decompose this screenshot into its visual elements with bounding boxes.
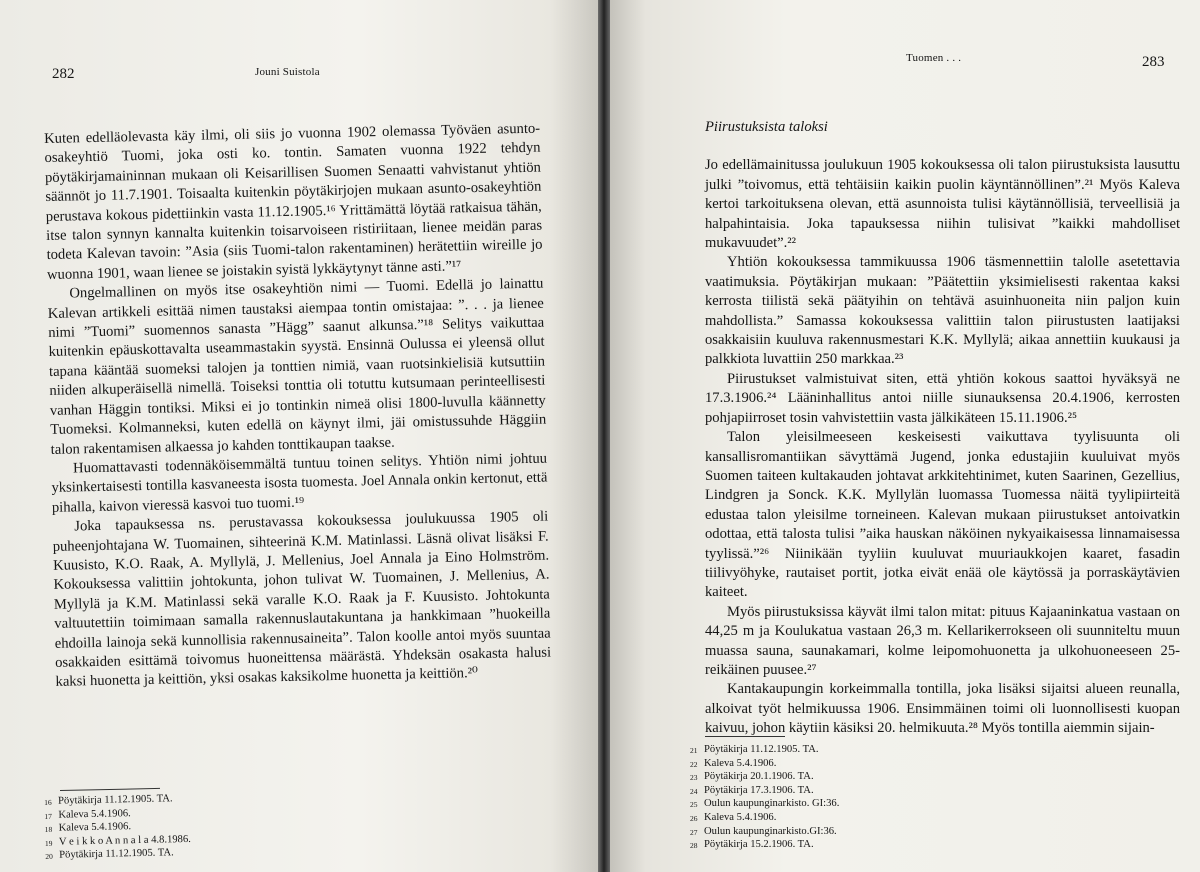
footnote-text: Pöytäkirja 15.2.1906. TA. xyxy=(704,839,814,851)
footnote-text: Kaleva 5.4.1906. xyxy=(58,807,131,821)
footnote-text: Oulun kaupunginarkisto.GI:36. xyxy=(704,825,837,837)
paragraph: Myös piirustuksissa käyvät ilmi talon mitat: pituus Kajaaninkatua vastaan on 44,25 m ja Koulukatua vastaan 26,3 m. Kellarikerrokseen oli suunniteltu muun muassa sauna, saunakamari, kolme leipomohuonetta ja ulkohuoneeseen 25-reikäinen puusee.²⁷ xyxy=(705,603,1180,678)
right-page-number: 283 xyxy=(1142,54,1165,70)
left-body-text xyxy=(44,120,552,693)
paragraph: Talon yleisilmeeseen keskeisesti vaikuttava tyylisuunta oli kansallisromantiikan sävyttämä Jugend, jonka edustajiin kuuluivat myös Suomen taiteen kultakauden johtavat arkkitehtinimet, kuten Saarinen, Gezellius, Lindgren ja Sonck. K.K. Myllylän luomassa Tuomessa näitä tyylipiirteitä edustaa talon yleisilme torneineen. Kalevan mukaan piirustukset antoivatkin odottaa, että talosta tulisi ”aika hauskan näköinen nykyaikaisessa linnamaisessa tyylissä.”²⁶ Niinikään tyyliin kuuluvat muuriaukkojen kaaret, fasadin tiilivyöhyke, rautaiset portit, jotka eivät enää ole käytössä ja porraskäytävien kaiteet. xyxy=(705,429,1180,601)
footnote-number: 17 xyxy=(44,811,53,821)
footnote-text: Pöytäkirja 11.12.1905. TA. xyxy=(704,744,819,755)
footnote-number: 19 xyxy=(44,838,53,848)
footnote xyxy=(690,785,990,799)
footnote-number: 28 xyxy=(690,841,698,851)
right-footnotes xyxy=(690,744,990,853)
right-page xyxy=(610,0,1200,872)
left-footnotes xyxy=(44,790,345,864)
footnote xyxy=(690,798,990,812)
paragraph: Ongelmallinen on myös itse osakeyhtiön nimi — Tuomi. Edellä jo lainattu Kalevan artikkeli esittää nimen taustaksi aiempaa tontin omistajaa: ”. . . ja lienee nimi ”Tuomi” suomennos sanasta ”Hägg” saanut alkunsa.”¹⁸ Selitys vaikuttaa kuitenkin epäuskottavalta useammastakin syystä. Ensinnä Oulussa ei yleensä ollut tapana kääntää suomeksi talojen ja tonttien nimiä, vaan ruotsinkielisiä kutsuttiin niiden alkuperäisellä nimellä. Toiseksi tonttia oli totuttu kutsumaan perinteellisesti vanhan Häggin tontiksi. Miksi ei jo tontinkin nimeä olisi 1800-luvulla käännetty Tuomeksi. Kolmanneksi, kuten edellä on käynyt ilmi, jäi omistussuhde Häggiin talon rakentamisen alkaessa jo kahden tonttikaupan taakse. xyxy=(47,275,547,458)
footnote xyxy=(690,758,990,772)
section-heading: Piirustuksista taloksi xyxy=(705,119,828,135)
paragraph: Kantakaupungin korkeimmalla tontilla, joka lisäksi sijaitsi alueen reunalla, alkoivat työt helmikuussa 1906. Ensimmäinen toimi oli luonnollisesti kuopan kaivuu, johon käytiin käsiksi 20. helmikuuta.²⁸ Myös tontilla aiemmin sijain- xyxy=(705,681,1180,737)
left-page-number: 282 xyxy=(52,66,75,82)
footnote-number: 26 xyxy=(690,813,698,823)
footnote-text: Pöytäkirja 11.12.1905. TA. xyxy=(59,847,174,862)
footnote-rule xyxy=(705,736,785,737)
footnote xyxy=(690,744,990,758)
footnote-text: Kaleva 5.4.1906. xyxy=(704,757,777,769)
footnote-text: Kaleva 5.4.1906. xyxy=(704,811,777,823)
footnote-number: 20 xyxy=(45,852,53,862)
paragraph: Yhtiön kokouksessa tammikuussa 1906 täsmennettiin talolle asetettavia vaatimuksia. Pöytäkirjan mukaan: ”Päätettiin yksimielisesti rakentaa kaksi kerrosta tiilistä sekä päätyihin on tehtävä asuinhuoneita niin paljon kuin mahdollista.” Samassa kokouksessa valittiin talon piirustusten laatijaksi osakkaisiin kuuluva rakennusmestari K.K. Myllylä; aikaa annettiin kuukausi ja palkkiota luvattiin 250 markkaa.²³ xyxy=(705,254,1180,368)
footnote-number: 25 xyxy=(690,800,698,810)
paragraph: Joka tapauksessa ns. perustavassa kokouksessa joulukuussa 1905 oli puheenjohtajana W. Tuomainen, sihteerinä K.M. Matinlassi. Läsnä olivat lisäksi F. Kuusisto, K.O. Raak, A. Myllylä, J. Mellenius, Joel Annala ja Eino Holmström. Kokouksessa valittiin johtokunta, johon tulivat W. Tuomainen, J. Mellenius, A. Myllylä ja K.M. Matinlassi sekä varalle K.O. Raak ja F. Kuusisto. Johtokunta valtuutettiin toimimaan samalla rakennuslautakuntana ja hankkimaan ”huokeilla ehdoilla lainoja sekä kunnollisia rakennusaineita”. Talon koolle antoi myös suuntaa osakkaiden esittämä toivomus huoneittensa määrästä. Yhdeksän osakasta halusi kaksi huonetta ja keittiön, yksi osakas kaksikolme huonetta ja keittiön.²⁰ xyxy=(52,508,552,691)
footnote-number: 21 xyxy=(690,746,698,755)
footnote-number: 27 xyxy=(690,827,698,837)
footnote-number: 24 xyxy=(690,786,698,796)
footnote-text: V e i k k o A n n a l a 4.8.1986. xyxy=(58,833,191,848)
paragraph: Jo edellämainitussa joulukuun 1905 kokouksessa oli talon piirustuksista lausuttu julki ”toivomus, että tehtäisiin kaikin puolin käyntännöllinen”.²¹ Myös Kaleva kertoi tarkoituksena olevan, että asunnoista tulisi käytännöllisiä, terveellisiä ja halpahintaisia. Joka tapauksessa niihin tulisivat ”kaikki mahdolliset mukavuudet”.²² xyxy=(705,157,1180,252)
right-running-head: Tuomen . . . xyxy=(906,52,962,64)
footnote-number: 22 xyxy=(690,759,698,769)
footnote-text: Kaleva 5.4.1906. xyxy=(58,821,132,834)
footnote xyxy=(690,839,990,853)
footnote-text: Pöytäkirja 17.3.1906. TA. xyxy=(704,784,814,796)
footnote-text: Oulun kaupunginarkisto. GI:36. xyxy=(704,798,840,810)
paragraph: Piirustukset valmistuivat siten, että yhtiön kokous saattoi hyväksyä ne 17.3.1906.²⁴ Lääninhallitus antoi niille siunauksensa 20.4.1906, kerrosten pohjapiirroset tosin vahvistettiin vasta jälkikäteen 15.11.1906.²⁵ xyxy=(705,370,1180,426)
paragraph: Huomattavasti todennäköisemmältä tuntuu toinen selitys. Yhtiön nimi johtuu yksinkertaisesti tontilla kasvaneesta isosta tuomesta. Joel Annala onkin kertonut, että pihalla, kaivon vieressä kasvoi tuo tuomi.¹⁹ xyxy=(51,450,548,516)
footnote-number: 23 xyxy=(690,773,698,783)
footnote xyxy=(690,771,990,785)
book-gutter xyxy=(598,0,610,872)
footnote-number: 16 xyxy=(44,797,52,807)
footnote xyxy=(690,812,990,826)
footnote xyxy=(690,826,990,840)
footnote-text: Pöytäkirja 20.1.1906. TA. xyxy=(704,771,814,783)
left-page xyxy=(0,0,598,872)
footnote-number: 18 xyxy=(44,825,53,835)
right-body-text xyxy=(705,118,1180,739)
footnote-text: Pöytäkirja 11.12.1905. TA. xyxy=(57,793,173,807)
footnote-rule xyxy=(60,788,160,791)
left-running-head: Jouni Suistola xyxy=(255,66,320,78)
paragraph: Kuten edelläolevasta käy ilmi, oli siis jo vuonna 1902 olemassa Työväen asunto-osakeyhtiö Tuomi, joka osti ko. tontin. Samaten vuonna 1922 tehdyn pöytäkirjamaininnan mukaan oli Keisarillisen Suomen Senaatti vahvistanut yhtiön säännöt jo 11.7.1901. Toisaalta kuitenkin pöytäkirjojen mukaan asunto-osakeyhtiön perustava kokous pidettiinkin vasta 11.12.1905.¹⁶ Yrittämättä löytää ratkaisua tähän, itse talon synnyn kannalta kuitenkin toisarvoiseen ristiriitaan, lienee meidän paras todeta Kalevan tavoin: ”Asia (siis Tuomi-talon rakentaminen) herätettiin wireille jo wuonna 1901, waan lienee se joistakin syistä lykkäytynyt tänne asti.”¹⁷ xyxy=(44,120,543,283)
